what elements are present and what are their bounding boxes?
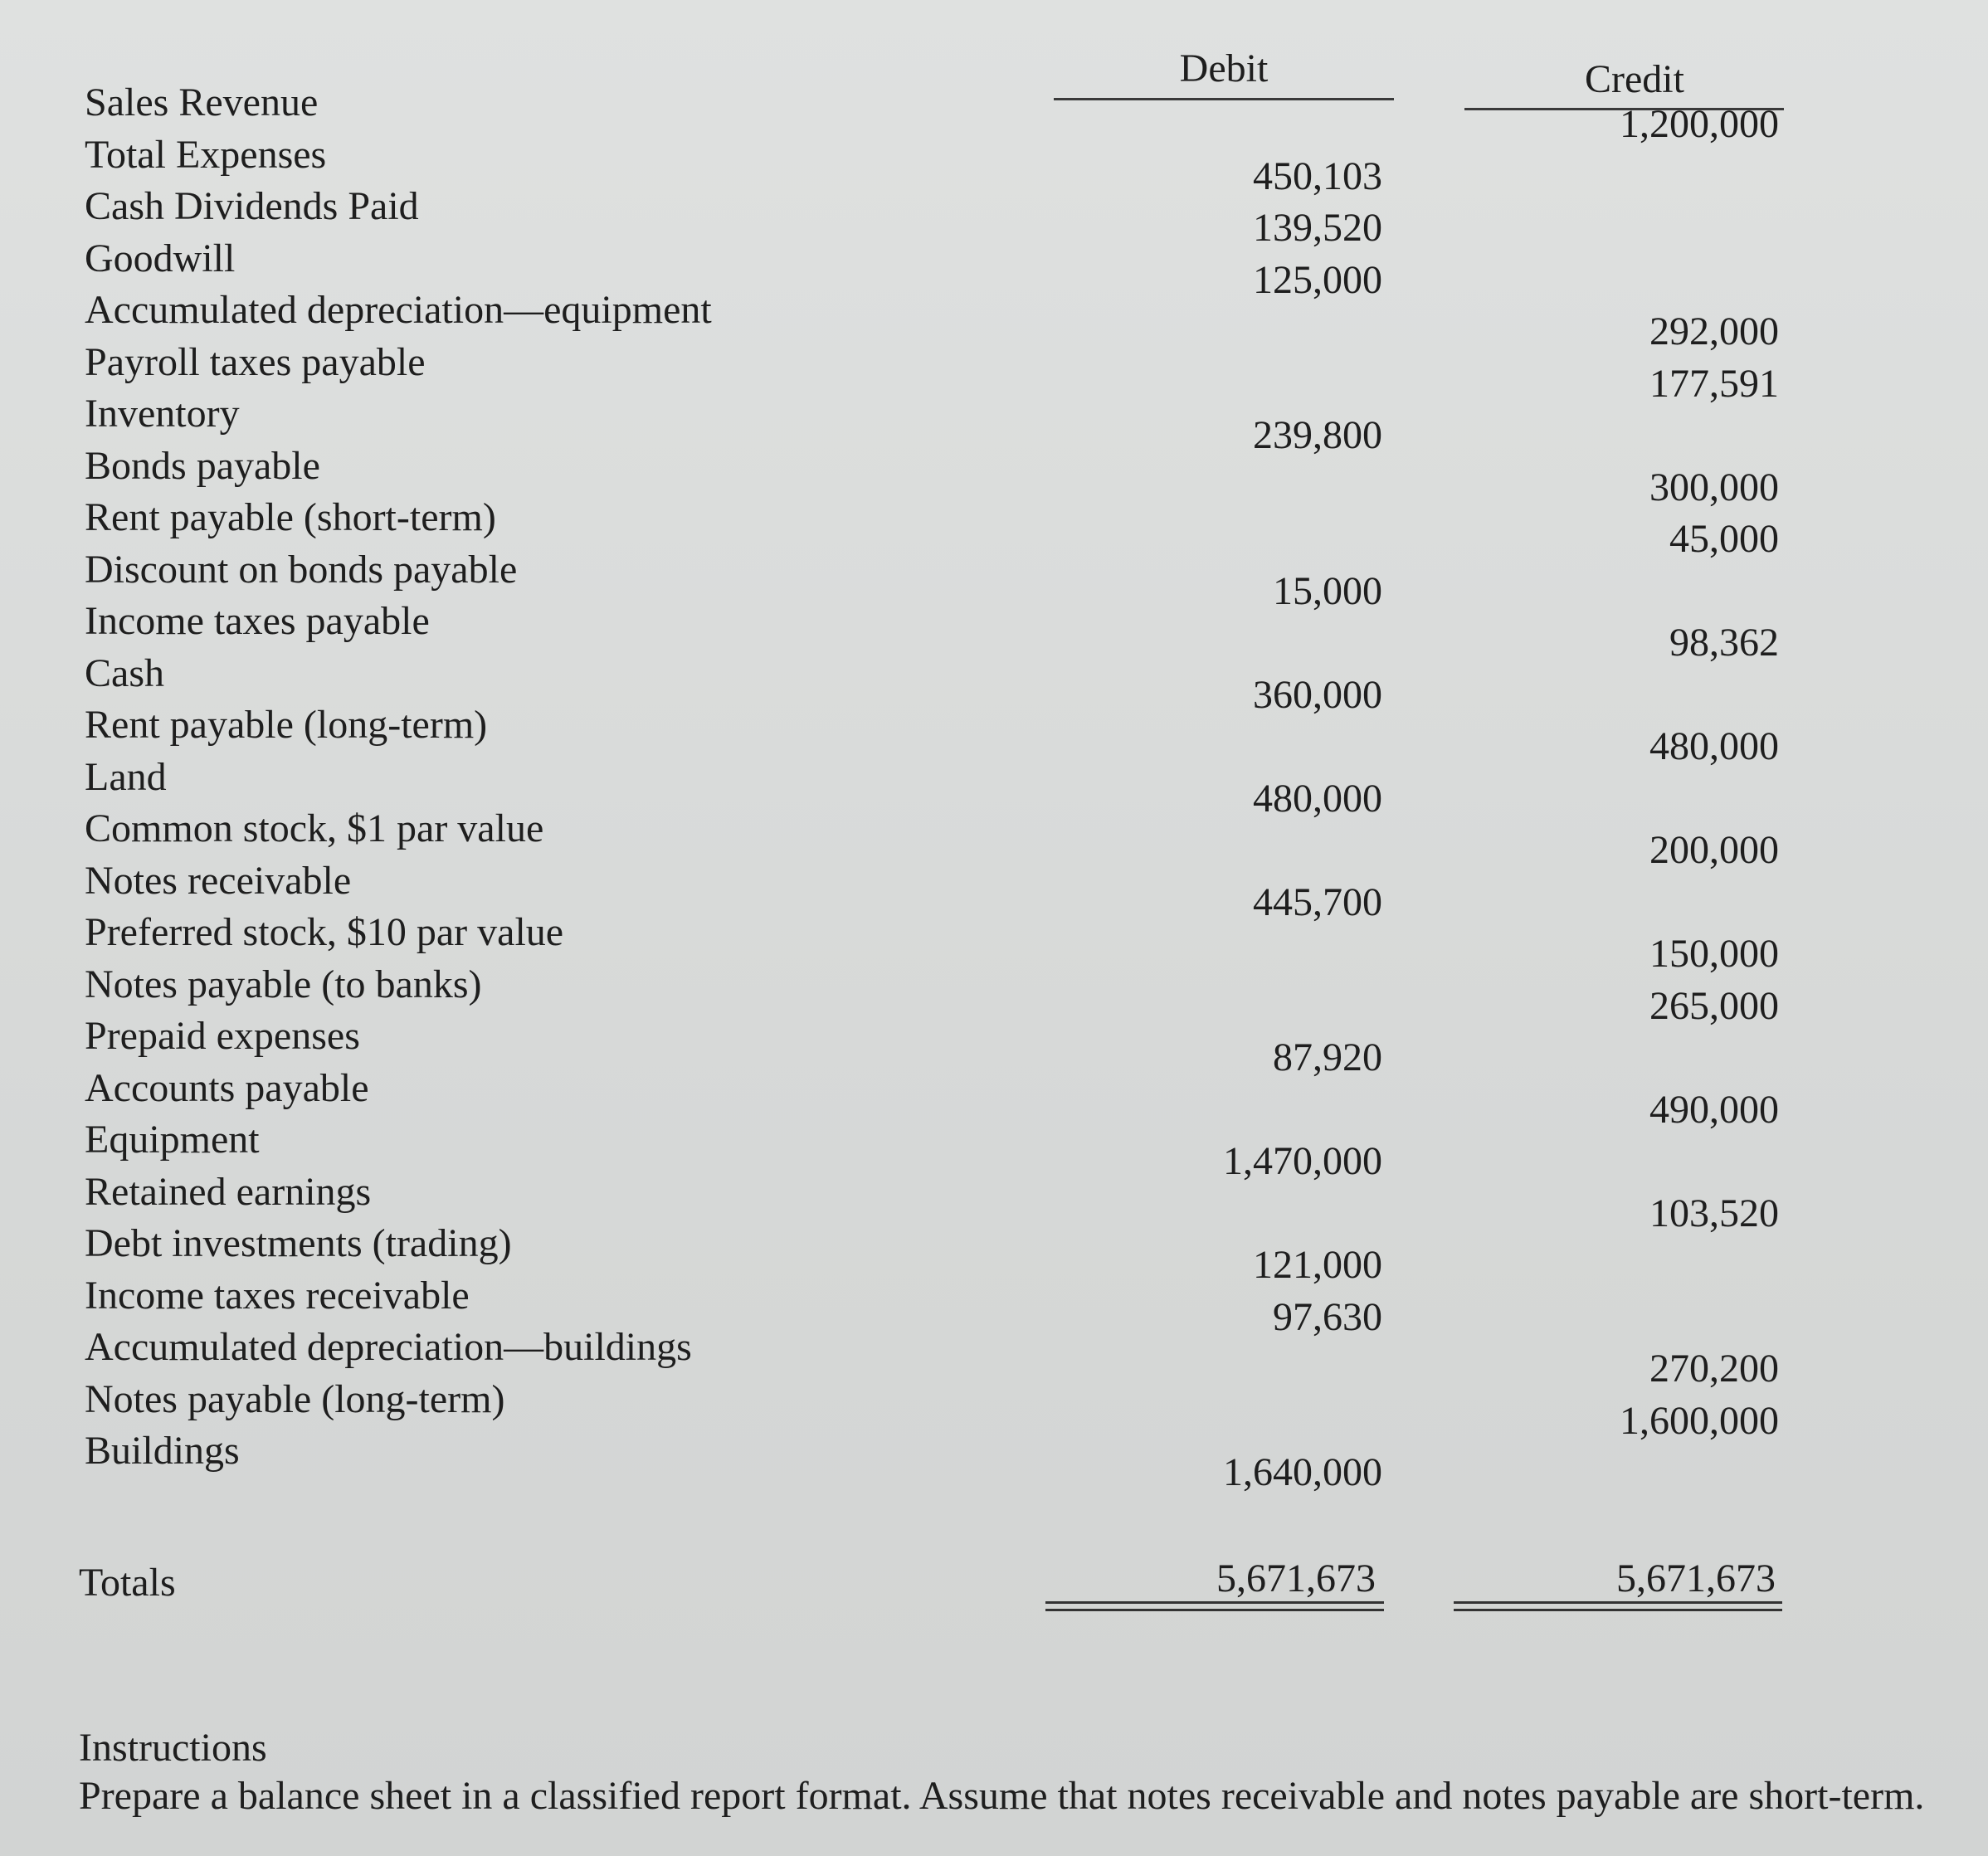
- instructions-block: [79, 1724, 1954, 1820]
- credit-amount: 300,000: [1649, 465, 1779, 509]
- ledger-row: [0, 697, 1988, 768]
- instructions-title: Instructions: [79, 1726, 267, 1770]
- credit-amount: 480,000: [1649, 724, 1779, 768]
- debit-amount: 15,000: [1273, 568, 1382, 613]
- account-name: Accumulated depreciation—buildings: [85, 1325, 692, 1369]
- account-name: Notes payable (long-term): [85, 1376, 505, 1421]
- account-name: Cash Dividends Paid: [85, 184, 419, 228]
- credit-amount: 45,000: [1669, 517, 1779, 561]
- ledger-row: [0, 490, 1988, 561]
- ledger-row: [0, 1319, 1988, 1391]
- ledger-row: [0, 801, 1988, 872]
- ledger-row: [0, 231, 1988, 302]
- debit-amount: 139,520: [1253, 206, 1382, 250]
- account-name: Bonds payable: [85, 443, 320, 488]
- account-name: Equipment: [85, 1118, 260, 1162]
- account-name: Payroll taxes payable: [85, 339, 426, 384]
- debit-amount: 239,800: [1253, 413, 1382, 457]
- debit-amount: 360,000: [1253, 672, 1382, 717]
- credit-amount: 103,520: [1649, 1191, 1779, 1235]
- account-name: Preferred stock, $10 par value: [85, 910, 564, 954]
- debit-amount: 450,103: [1253, 153, 1382, 198]
- credit-amount: 98,362: [1669, 621, 1779, 665]
- debit-amount: 445,700: [1253, 879, 1382, 924]
- account-name: Discount on bonds payable: [85, 547, 518, 592]
- totals-debit: 5,671,673: [1216, 1556, 1376, 1600]
- ledger-row: [0, 282, 1988, 353]
- ledger-row: [0, 1112, 1988, 1183]
- credit-amount: 150,000: [1649, 932, 1779, 976]
- account-name: Prepaid expenses: [85, 1014, 360, 1058]
- ledger-row: [0, 438, 1988, 509]
- debit-amount: 1,470,000: [1223, 1139, 1382, 1183]
- debit-amount: 97,630: [1273, 1294, 1382, 1339]
- ledger-row: [0, 749, 1988, 821]
- account-name: Total Expenses: [85, 132, 327, 177]
- account-name: Income taxes payable: [85, 599, 430, 643]
- ledger-row: [0, 75, 1988, 146]
- credit-amount: 177,591: [1649, 361, 1779, 406]
- ledger-row: [0, 1268, 1988, 1339]
- ledger-row: [0, 127, 1988, 198]
- account-name: Accumulated depreciation—equipment: [85, 288, 712, 332]
- account-name: Sales Revenue: [85, 80, 319, 124]
- ledger-row: [0, 853, 1988, 924]
- account-name: Cash: [85, 650, 164, 695]
- ledger-row: [0, 1371, 1988, 1443]
- account-name: Retained earnings: [85, 1169, 372, 1214]
- ledger-row: [0, 542, 1988, 613]
- ledger-row: [0, 178, 1988, 250]
- credit-amount: 292,000: [1649, 309, 1779, 353]
- debit-amount: 480,000: [1253, 776, 1382, 821]
- totals-credit: 5,671,673: [1616, 1556, 1776, 1600]
- ledger-row: [0, 1215, 1988, 1287]
- debit-amount: 121,000: [1253, 1243, 1382, 1287]
- credit-double-underline: [1454, 1601, 1782, 1611]
- credit-amount: 1,200,000: [1620, 102, 1779, 146]
- account-name: Income taxes receivable: [85, 1273, 470, 1318]
- instructions-text: Prepare a balance sheet in a classified report format. Assume that notes receivable and notes payable are short-term.: [79, 1774, 1925, 1818]
- account-name: Land: [85, 754, 167, 799]
- account-name: Notes receivable: [85, 858, 352, 903]
- account-name: Inventory: [85, 392, 240, 436]
- credit-amount: 490,000: [1649, 1087, 1779, 1132]
- account-name: Accounts payable: [85, 1065, 369, 1110]
- credit-column-header: Credit: [1585, 57, 1684, 101]
- ledger-rows: [0, 75, 1988, 1494]
- ledger-row: [0, 1164, 1988, 1235]
- ledger-row: [0, 386, 1988, 457]
- ledger-row: [0, 593, 1988, 665]
- credit-amount: 265,000: [1649, 983, 1779, 1028]
- account-name: Notes payable (to banks): [85, 962, 482, 1006]
- debit-amount: 125,000: [1253, 257, 1382, 302]
- credit-amount: 270,200: [1649, 1347, 1779, 1391]
- debit-double-underline: [1045, 1601, 1384, 1611]
- account-name: Common stock, $1 par value: [85, 806, 544, 850]
- account-name: Debt investments (trading): [85, 1221, 512, 1265]
- totals-label: Totals: [79, 1561, 176, 1605]
- credit-amount: 1,600,000: [1620, 1398, 1779, 1443]
- account-name: Goodwill: [85, 236, 236, 280]
- account-name: Rent payable (long-term): [85, 703, 488, 747]
- ledger-row: [0, 904, 1988, 976]
- credit-amount: 200,000: [1649, 828, 1779, 872]
- ledger-row: [0, 334, 1988, 406]
- debit-amount: 87,920: [1273, 1035, 1382, 1079]
- account-name: Rent payable (short-term): [85, 495, 496, 539]
- ledger-row: [0, 1060, 1988, 1132]
- ledger-row: [0, 1008, 1988, 1079]
- account-name: Buildings: [85, 1429, 240, 1473]
- ledger-row: [0, 957, 1988, 1028]
- debit-column-header: Debit: [1179, 46, 1269, 90]
- ledger-row: [0, 645, 1988, 717]
- ledger-row: [0, 1423, 1988, 1494]
- debit-amount: 1,640,000: [1223, 1450, 1382, 1494]
